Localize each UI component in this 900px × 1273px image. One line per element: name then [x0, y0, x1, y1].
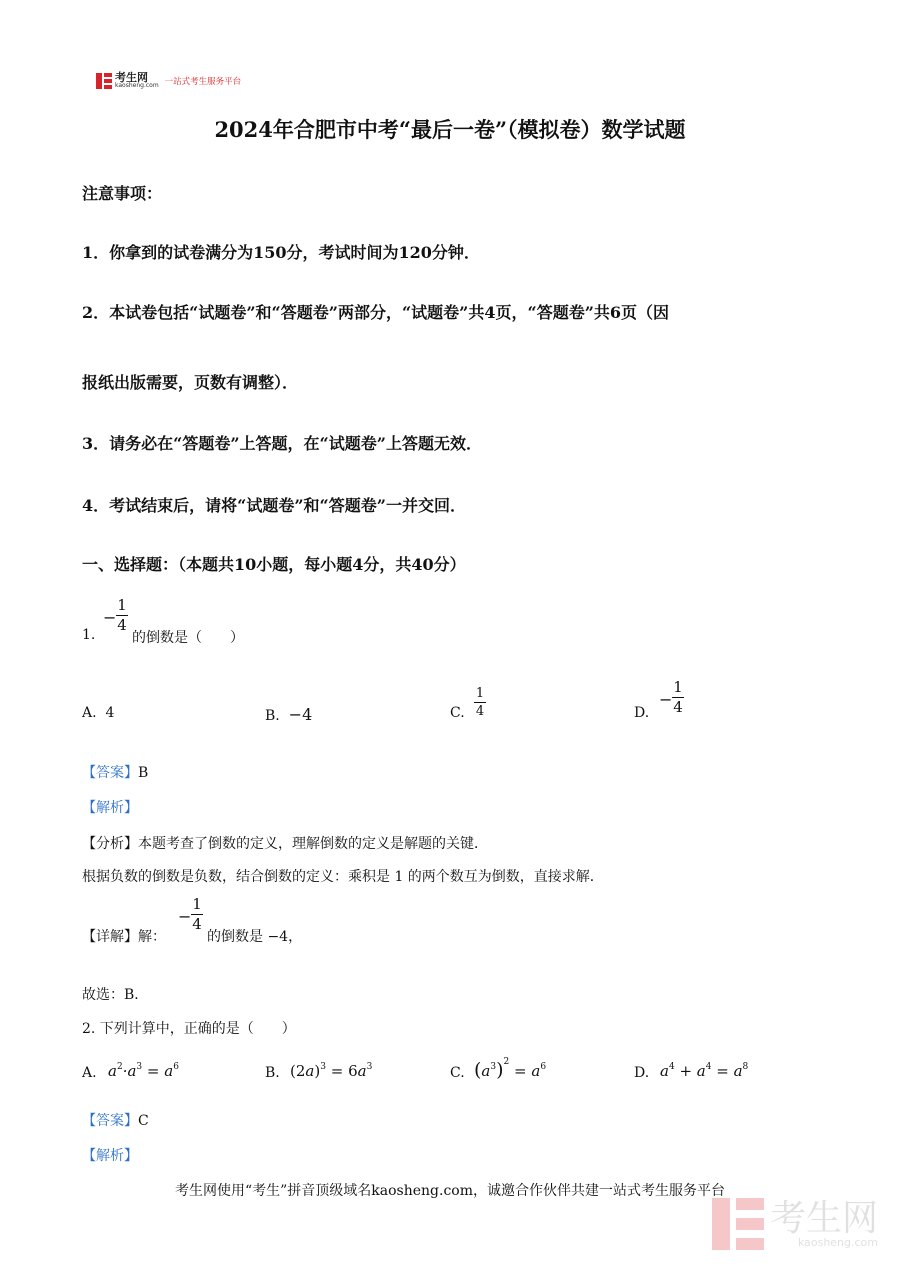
q1-detail-prefix: 【详解】解： — [82, 929, 166, 945]
q1-detail-suffix: 的倒数是 −4， — [207, 929, 303, 945]
document-title: 2024年合肥市中考“最后一卷”（模拟卷）数学试题 — [214, 117, 686, 142]
watermark-domain: kaosheng.com — [797, 1235, 878, 1249]
q1-detail-minus: − — [178, 907, 192, 926]
option-b-label: B. — [265, 708, 280, 724]
q1-basis: 根据负数的倒数是负数，结合倒数的定义：乘积是 1 的两个数互为倒数，直接求解． — [82, 869, 604, 885]
option-c-denominator: 4 — [475, 704, 485, 719]
watermark — [712, 1198, 878, 1250]
option-a-value: 4 — [105, 705, 115, 721]
q1-option-b — [265, 705, 312, 724]
option-c-numerator: 1 — [475, 686, 485, 701]
answer-value: B — [138, 765, 149, 781]
notice-heading: 注意事项： — [82, 184, 163, 203]
q1-option-c-fraction — [474, 687, 486, 718]
q2-answer — [82, 1110, 149, 1130]
q1-choose: 故选：B． — [82, 987, 149, 1003]
q1-stem: 的倒数是（ ） — [132, 630, 244, 646]
header-logo — [96, 72, 241, 89]
option-d-numerator: 1 — [673, 678, 683, 696]
q2-answer-tag: 【答案】 — [82, 1113, 138, 1129]
q2-analysis-tag: 【解析】 — [82, 1148, 138, 1164]
kaosheng-logo-icon — [96, 73, 112, 89]
option-d-denominator: 4 — [673, 698, 683, 716]
section-heading: 一、选择题：（本题共10小题，每小题4分，共40分） — [82, 555, 466, 574]
detail-denominator: 4 — [192, 915, 202, 933]
q1-option-a — [82, 705, 114, 721]
q1-minus-sign: − — [103, 608, 117, 627]
notice-item-2-continued: 报纸出版需要，页数有调整）． — [82, 373, 299, 392]
q1-answer — [82, 762, 148, 782]
q1-analysis-tag: 【解析】 — [82, 800, 138, 816]
notice-item-1: 1．你拿到的试卷满分为150分，考试时间为120分钟． — [82, 243, 480, 262]
q1-fraction-denominator: 4 — [117, 616, 127, 634]
answer-tag: 【答案】 — [82, 765, 138, 781]
q2-stem: 2. 下列计算中，正确的是（ ） — [82, 1021, 296, 1037]
q1-fraction — [116, 598, 128, 633]
q1-detail-fraction — [191, 897, 203, 932]
q2-option-b-label: B. — [265, 1065, 280, 1081]
q1-fenxi: 【分析】本题考查了倒数的定义，理解倒数的定义是解题的关键． — [82, 836, 488, 852]
notice-item-3: 3．请务必在“答题卷”上答题，在“试题卷”上答题无效． — [82, 434, 482, 453]
q2-answer-value: C — [138, 1113, 149, 1129]
watermark-logo-icon — [712, 1198, 764, 1250]
q1-number: 1. — [82, 627, 96, 643]
q1-option-d-label: D. — [634, 705, 650, 721]
logo-name: 考生网 — [115, 71, 148, 84]
logo-slogan: 一站式考生服务平台 — [164, 76, 242, 87]
watermark-name: 考生网 — [769, 1197, 878, 1239]
q2-option-d-label: D. — [634, 1065, 650, 1081]
option-b-value: −4 — [288, 705, 313, 724]
q2-option-b-expression: $(2a)^3 = 6a^3$ — [290, 1062, 373, 1080]
q2-option-c-label: C. — [450, 1065, 465, 1081]
q2-option-a-label: A. — [82, 1065, 97, 1081]
q2-option-a-expression: $a^2\cdot a^3 = a^6$ — [108, 1062, 179, 1080]
q2-option-c-expression: $(a^3)^2 = a^6$ — [474, 1057, 547, 1081]
option-d-minus: − — [659, 690, 673, 709]
q1-option-c-label: C. — [450, 705, 465, 721]
notice-item-4: 4．考试结束后，请将“试题卷”和“答题卷”一并交回． — [82, 496, 466, 515]
q2-option-d-expression: $a^4 + a^4 = a^8$ — [660, 1062, 749, 1080]
option-a-label: A. — [82, 705, 97, 721]
page-footer: 考生网使用“考生”拼音顶级域名kaosheng.com，诚邀合作伙伴共建一站式考生服务平台 — [174, 1183, 726, 1199]
detail-numerator: 1 — [192, 895, 202, 913]
q1-option-d-fraction — [672, 680, 684, 715]
notice-item-2: 2．本试卷包括“试题卷”和“答题卷”两部分，“试题卷”共4页，“答题卷”共6页（因 — [82, 303, 670, 322]
logo-domain: kaosheng.com — [115, 82, 159, 89]
q1-fraction-numerator: 1 — [117, 596, 127, 614]
